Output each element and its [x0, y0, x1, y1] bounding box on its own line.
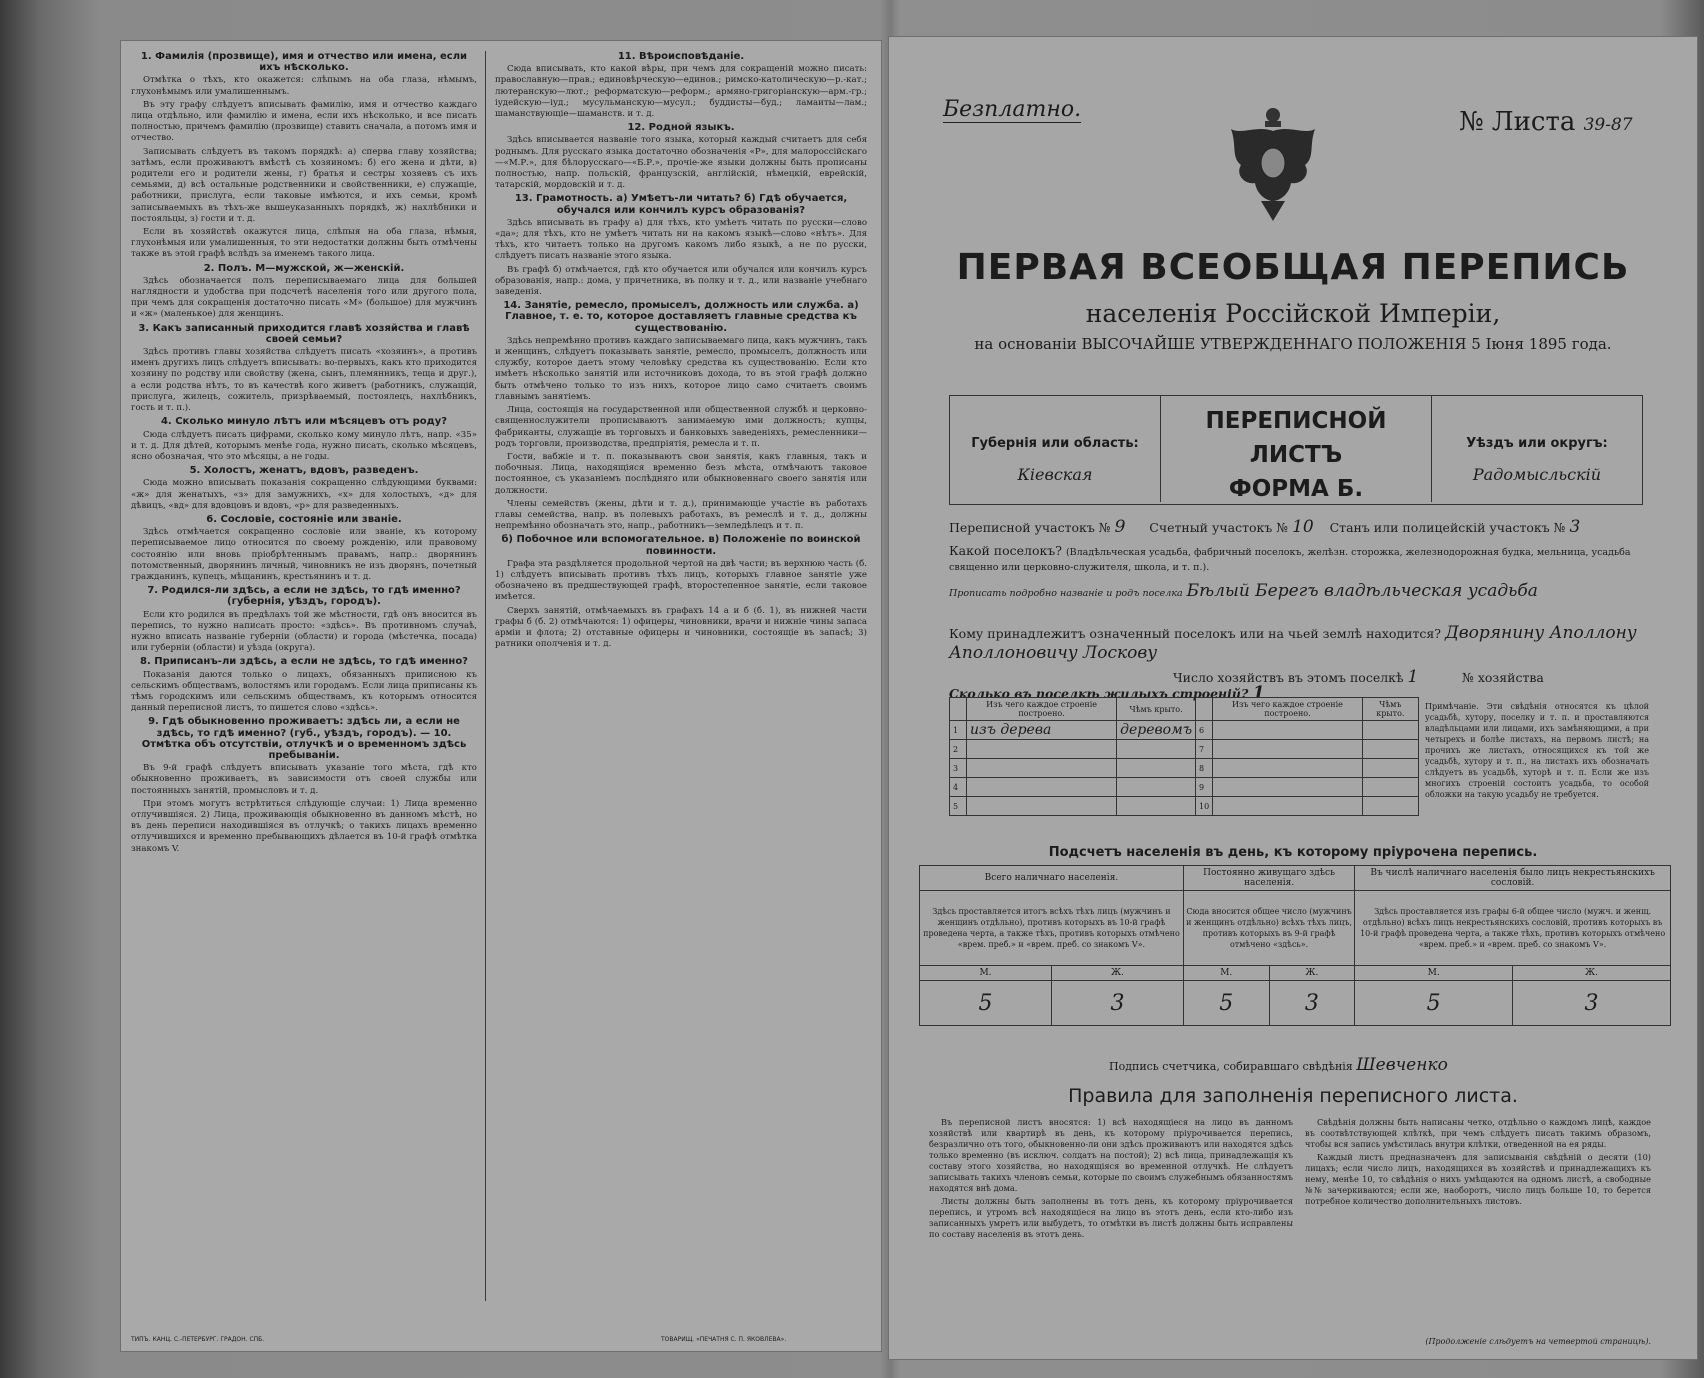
buildings-note: Примѣчаніе. Эти свѣдѣнія относятся къ цѣлой усадьбѣ, хутору, поселку и т. п. и проставляются владѣльцами или лицами, ихъ замѣняющими, а при четырехъ и болѣе листахъ, на первомъ листѣ; на прочихъ же листахъ, относящихся къ той же усадьбѣ, хутору и т. п., на листахъ ихъ обозначать слѣдуетъ въ усадьбѣ, хуторѣ и т. п. Если же изъ многихъ строеній состоитъ усадьба, то особой обложки на такую усадьбу не требуется. [1425, 702, 1649, 799]
section-heading: 13. Грамотность. а) Умѣетъ-ли читать? б) Гдѣ обучается, обучался или кончилъ курсъ образованія? [514, 193, 848, 216]
poselok-value: Бѣлый Берегъ владѣльческая усадьба [1186, 581, 1538, 601]
settlement-name-row [949, 581, 1649, 601]
section-paragraph: Здѣсь обозначается полъ переписываемаго лица для большей наглядности и удобства при подсчетѣ населенія того или другого пола, при чемъ для сокращенія достаточно писать «М» (большое) для мужчинъ и «ж» (маленькое) для женщинъ. [131, 275, 477, 320]
bldg-1-roof: деревомъ [1117, 721, 1196, 740]
instructions-column-1 [131, 49, 477, 1319]
form-subtitle: населенія Россійской Имперіи, [1085, 299, 1501, 328]
f-label: Ж. [1051, 966, 1183, 981]
pop-header-permanent: Постоянно живущаго здѣсь населенія. [1183, 866, 1354, 891]
form-title: ПЕРВАЯ ВСЕОБЩАЯ ПЕРЕПИСЬ [956, 247, 1630, 288]
table-row: 3 8 [950, 759, 1419, 778]
section-paragraph: Здѣсь вписывается названіе того языка, который каждый считаетъ для себя роднымъ. Для русскаго языка достаточно обозначенія «Р», для малороссійскаго—«М.Р.», для бѣлорусскаго—«Б.Р.», прочіе-же языки должны быть прописаны полностью, напр. польскій, французскій, англійскій, нѣмецкій, еврейскій, татарскій, мордовскій и т. д. [495, 135, 867, 191]
pop-desc-total: Здѣсь проставляется итогъ всѣхъ тѣхъ лицъ (мужчинъ и женщинъ отдѣльно), противъ которыхъ въ 10-й графѣ проведена черта, а также тѣхъ, противъ которыхъ отмѣчено «врем. преб.» и «врем. преб. со знакомъ V». [920, 891, 1184, 966]
gubernia-cell [950, 396, 1161, 502]
column-divider [485, 51, 486, 1301]
printer-imprint-left: ТИПЪ. КАНЦ. С.-ПЕТЕРБУРГ. ГРАДОН. СПБ. [131, 1336, 265, 1343]
permanent-male-value: 5 [1183, 981, 1269, 1026]
section-paragraph: При этомъ могутъ встрѣтиться слѣдующіе случаи: 1) Лица временно отлучившіяся. 2) Лица, проживающія обыкновенно въ данномъ мѣстѣ, но въ день переписи находившіяся въ отлучкѣ; о такихъ лицахъ временно отлучившихся и временно пребывающихъ дѣлается въ 10-й графѣ отмѣтка знакомъ V. [131, 798, 477, 854]
section-paragraph: Въ 9-й графѣ слѣдуетъ вписывать указаніе того мѣста, гдѣ кто обыкновенно проживаетъ, въ зависимости отъ своей службы или постоянныхъ занятій, промысловъ и т. д. [131, 763, 477, 796]
section-heading: 3. Какъ записанный приходится главѣ хозяйства и главѣ своей семьи? [138, 322, 470, 345]
rules-column-2: Свѣдѣнія должны быть написаны четко, отдѣльно о каждомъ лицѣ, каждое въ соотвѣтствующей клѣткѣ, при чемъ слѣдуетъ писать такимъ образомъ, чтобы вся запись умѣстилась внутри клѣтки, отведенной на ея ряды. Каждый листъ предназначенъ для записыванія свѣдѣній о десяти (10) лицахъ; если число лицъ, находящихся въ хозяйствѣ и принадлежащихъ къ нему, менѣе 10, то свѣдѣнія о нихъ умѣщаются на одномъ листѣ, а свободные №№ зачеркиваются; если же, наоборотъ, число лицъ больше 10, то берется потребное количество дополнительныхъ листовъ. [1305, 1117, 1651, 1206]
gubernia-label: Губернія или область: [971, 436, 1139, 451]
m-label: М. [1183, 966, 1269, 981]
permanent-female-value: 3 [1269, 981, 1355, 1026]
population-table [919, 865, 1671, 1026]
section-paragraph: Если кто родился въ предѣлахъ той же мѣстности, гдѣ онъ вносится въ перепись, то нужно написать просто: «здѣсь». Въ противномъ случаѣ, нужно вписать названіе губерніи (области) и города (мѣстечка, посада) или губерніи (области) и уѣзда (округа). [131, 609, 477, 654]
gubernia-value: Кіевская [1017, 465, 1093, 484]
section-paragraph: Члены семействъ (жены, дѣти и т. д.), принимающіе участіе въ работахъ главы семейства, напр. въ полевыхъ работахъ, въ ремеслѣ и т. д., должны непремѣнно обозначать это, напр., работникъ—земледѣлецъ и т. п. [495, 498, 867, 532]
uezd-cell [1431, 396, 1642, 502]
section-paragraph: Гости, вабжіе и т. п. показываютъ свои занятія, какъ главныя, такъ и побочныя. Лица, находящіяся временно безъ мѣста, отмѣчаютъ таковое постоянное, съ указаніемъ послѣдняго или обыкновеннаго своего занятія или должности. [495, 451, 867, 496]
section-heading: 4. Сколько минуло лѣтъ или мѣсяцевъ отъ роду? [160, 416, 448, 428]
section-heading: 9. Гдѣ обыкновенно проживаетъ: здѣсь ли, а если не здѣсь, то гдѣ именно? (губ., уѣздъ, городъ). — 10. Отмѣтка объ отсутствіи, отлучкѣ и о временномъ здѣсь пребываніи. [141, 716, 467, 761]
buildings-value: 1 [1252, 683, 1265, 703]
uchastok-value: 9 [1114, 517, 1126, 537]
rules-column-1: Въ переписной листъ вносятся: 1) всѣ находящіеся на лицо въ данномъ хозяйствѣ или квартирѣ въ день, къ которому пріурочивается перепись, безразлично отъ того, обыкновенно-ли они здѣсь проживаютъ или находятся здѣсь только временно (въ исключ. солдатъ на постой); 2) всѣ лица, принадлежащія къ составу этого хозяйства, но находящіяся во временной отлучкѣ. Не слѣдуетъ записывать такихъ членовъ семьи, которые по своимъ служебнымъ обязанностямъ находятся внѣ дома. Листы должны быть заполнены въ тотъ день, къ которому пріурочивается перепись, и утромъ всѣ находящіеся на лицо въ этотъ день, если кто-либо изъ записанныхъ умретъ или выбудетъ, то отмѣтки въ листѣ должны быть исправлены по составу населенія въ этотъ день. [929, 1117, 1293, 1239]
bldg-header-material-2: Изъ чего каждое строеніе построено. [1213, 698, 1362, 721]
list-number-label: № Листа [1459, 107, 1576, 137]
households-value: 1 [1407, 667, 1419, 687]
section-paragraph: Если въ хозяйствѣ окажутся лица, слѣпыя на оба глаза, нѣмыя, глухонѣмыя или умалишенныя, то эти недостатки должны быть отмѣчены также въ этой графѣ вслѣдъ за именемъ такого лица. [131, 227, 477, 260]
continuation-note: (Продолженіе слѣдуетъ на четвертой страницѣ). [1425, 1337, 1651, 1346]
section-paragraph: Показанія даются только о лицахъ, обязанныхъ приписною къ сельскимъ обществамъ, волостямъ или городамъ. Если лица приписаны къ тѣмъ городскимъ или сельскимъ обществамъ, къ которымъ относится данный переписной листъ, то пишется слово «здѣсь». [131, 669, 477, 714]
total-female-value: 3 [1051, 981, 1183, 1026]
stan-value: 3 [1569, 517, 1581, 537]
poselok-hint-2: Прописать подробно названіе и родъ поселка [949, 588, 1183, 599]
section-paragraph: Здѣсь отмѣчается сокращенно сословіе или званіе, къ которому переписываемое лицо относится по своему рожденію, или правовому состоянію или вновь пріобрѣтеннымъ правамъ, напр.: дворянинъ потомственный, дворянинъ личный, чиновникъ не изъ дворянъ, почетный гражданинъ, купецъ, мѣщанинъ, крестьянинъ и т. д. [131, 527, 477, 582]
signature-value: Шевченко [1356, 1055, 1448, 1075]
f-label: Ж. [1269, 966, 1355, 981]
f-label: Ж. [1513, 966, 1671, 981]
form-type-title: ПЕРЕПИСНОЙ ЛИСТЪ [1205, 408, 1387, 468]
pop-desc-nonpeasant: Здѣсь проставляется изъ графы 6-й общее число (мужч. и женщ. отдѣльно) всѣхъ лицъ некрестьянскихъ сословій, противъ которыхъ въ 10-й графѣ проведена черта, а также тѣхъ, противъ которыхъ отмѣчено «врем. преб.» и «врем. преб. со знакомъ V». [1355, 891, 1671, 966]
section-heading: 12. Родной языкъ. [627, 122, 735, 134]
households-label: Число хозяйствъ въ этомъ поселкѣ [1172, 670, 1404, 685]
schetny-value: 10 [1292, 517, 1314, 537]
instructions-page [120, 40, 882, 1352]
owner-label: Кому принадлежитъ означенный поселокъ или на чьей землѣ находится? [949, 626, 1441, 641]
bldg-header-roof: Чѣмъ крыто. [1117, 698, 1196, 721]
district-numbers-row [949, 517, 1649, 537]
uchastok-label: Переписной участокъ № [949, 520, 1111, 535]
settlement-type-row [949, 543, 1649, 573]
pop-desc-permanent: Сюда вносится общее число (мужчинъ и женщинъ отдѣльно) всѣхъ тѣхъ лицъ, противъ которыхъ въ 9-й графѣ отмѣчено «здѣсь». [1183, 891, 1354, 966]
population-count-title: Подсчетъ населенія въ день, къ которому пріурочена перепись. [1048, 845, 1538, 860]
section-heading: 2. Полъ. М—мужской, ж—женскій. [203, 262, 405, 274]
form-type [1162, 404, 1430, 506]
section-paragraph: Сюда можно вписывать показанія сокращенно слѣдующими буквами: «ж» для женатыхъ, «з» для замужнихъ, «х» для холостыхъ, «д» для дѣвицъ, «вд» для вдовцовъ и вдовъ, «р» для разведенныхъ. [131, 478, 477, 511]
section-paragraph: Лица, состоящія на государственной или общественной службѣ и церковно-священнослужители прописываютъ занимаемую ими должность; купцы, фабриканты, служащіе въ торговыхъ и банковыхъ заведеніяхъ, ремесленники—родъ торговли, производства, предпріятія, ремесла и т. п. [495, 405, 867, 449]
section-heading: б) Побочное или вспомогательное. в) Положеніе по воинской повинности. [501, 534, 861, 557]
printer-imprint-right: ТОВАРИЩ. «ПЕЧАТНЯ С. П. ЯКОВЛЕВА». [661, 1336, 787, 1343]
poselok-hint: (Владѣльческая усадьба, фабричный поселокъ, желѣзн. сторожка, железнодорожная будка, мельница, усадьба священно или церковно-служителя, школа, и т. п.). [949, 547, 1631, 573]
table-row: 1 изъ дерева деревомъ 6 [950, 721, 1419, 740]
section-paragraph: Сюда вписывать, кто какой вѣры, при чемъ для сокращеній можно писать: православную—прав.; единовѣрческую—единов.; римско-католическую—р.-кат.; лютеранскую—лют.; реформатскую—реформ.; армяно-григоріанскую—арм.-гр.; іудейскую—іуд.; мусульманскую—мусул.; буддисты—буд.; ламаиты—лам.; шаманствующіе—шаманств. и т. д. [495, 64, 867, 120]
stan-label: Станъ или полицейскій участокъ № [1329, 520, 1566, 535]
section-paragraph: Здѣсь противъ главы хозяйства слѣдуетъ писать «хозяинъ», а противъ именъ другихъ лицъ слѣдуетъ вписывать: во-первыхъ, какъ кто приходится хозяину по родству или свойству (жена, сынъ, племянникъ, теща и друг.), а если родства нѣтъ, то въ качествѣ кого живетъ (работникъ, служащій, прислуга, жилецъ, сожитель, призрѣваемый, постоялецъ, нахлѣбникъ, гость и т. п.). [131, 347, 477, 414]
bldg-header-material: Изъ чего каждое строеніе построено. [967, 698, 1117, 721]
free-label: Безплатно. [943, 97, 1082, 122]
owner-row [949, 623, 1649, 663]
table-row: 4 9 [950, 778, 1419, 797]
section-paragraph: Графа эта раздѣляется продольной чертой на двѣ части; въ верхнюю часть (б. 1) слѣдуетъ вписывать противъ тѣхъ лицъ, которыхъ главное занятіе уже обозначено въ предшествующей графѣ, второстепенное занятіе, если таковое имѣется. [495, 558, 867, 603]
list-number [1459, 107, 1633, 137]
section-paragraph: Здѣсь вписывать въ графу а) для тѣхъ, кто умѣетъ читать по русски—слово «да»; для тѣхъ, кто не умѣетъ читать ни на какомъ языкѣ—слово «нѣтъ». Для тѣхъ, кто читаетъ только на другомъ какомъ либо языкѣ, а не по русски, слѣдуетъ писать названіе этого языка. [495, 217, 867, 262]
nonpeasant-female-value: 3 [1513, 981, 1671, 1026]
enumerator-signature-row [1109, 1055, 1649, 1075]
table-row: 5 10 [950, 797, 1419, 816]
buildings-label: Сколько въ поселкѣ жилыхъ строеній? [949, 686, 1249, 701]
section-heading: 8. Приписанъ-ли здѣсь, а если не здѣсь, то гдѣ именно? [140, 656, 468, 668]
bldg-header-roof-2: Чѣмъ крыто. [1362, 698, 1418, 721]
section-heading: 11. Вѣроисповѣданіе. [617, 51, 745, 62]
total-male-value: 5 [920, 981, 1052, 1026]
pop-header-nonpeasant: Въ числѣ наличнаго населенія было лицъ некрестьянскихъ сословій. [1355, 866, 1671, 891]
signature-label: Подпись счетчика, собиравшаго свѣдѣнія [1109, 1060, 1353, 1073]
owner-value: Дворянину Аполлону Аполлоновичу Лоскову [949, 623, 1637, 663]
pop-header-total: Всего наличнаго населенія. [920, 866, 1184, 891]
section-heading: 1. Фамилія (прозвище), имя и отчество или имена, если ихъ нѣсколько. [140, 51, 468, 74]
section-paragraph: Сверхъ занятій, отмѣчаемыхъ въ графахъ 14 а и б (б. 1), въ нижней части графы б (б. 2) отмѣчаются: 1) офицеры, чиновники, врачи и нижніе чины запаса арміи и флота; 2) отставные офицеры и чиновники, состоящіе въ запасѣ; 3) ратники ополченія и т. д. [495, 605, 867, 650]
form-header-box [949, 395, 1643, 505]
section-paragraph: Здѣсь непремѣнно противъ каждаго записываемаго лица, какъ мужчинъ, такъ и женщинъ, слѣдуетъ показывать занятіе, ремесло, промыселъ, должность или службу, которое даетъ этому человѣку средства къ существованію. Если кто имѣетъ нѣсколько занятій или источниковъ дохода, то въ этой графѣ должно быть отмѣчено только то изъ нихъ, которое лицо само считаетъ своимъ главнымъ занятіемъ. [495, 335, 867, 402]
form-type-code: ФОРМА Б. [1228, 476, 1364, 502]
section-heading: 6. Сословіе, состояніе или званіе. [206, 513, 402, 525]
section-heading: 7. Родился-ли здѣсь, а если не здѣсь, то гдѣ именно? (губернія, уѣздъ, городъ). [147, 585, 461, 608]
instructions-column-2 [495, 49, 867, 1319]
uezd-value: Радомысльскій [1472, 465, 1602, 484]
list-number-value: 39-87 [1583, 115, 1633, 135]
uezd-label: Уѣздъ или округъ: [1466, 436, 1608, 451]
nonpeasant-male-value: 5 [1355, 981, 1513, 1026]
household-no-label: № хозяйства [1462, 670, 1544, 685]
imperial-eagle-icon [1227, 105, 1319, 223]
section-paragraph: Отмѣтка о тѣхъ, кто окажется: слѣпымъ на оба глаза, нѣмымъ, глухонѣмымъ или умалишеннымъ. [131, 75, 477, 97]
rules-title: Правила для заполненія переписного листа. [1068, 1085, 1518, 1107]
buildings-table [949, 697, 1419, 816]
form-basis: на основаніи ВЫСОЧАЙШЕ УТВЕРЖДЕННАГО ПОЛОЖЕНІЯ 5 Іюня 1895 года. [974, 335, 1612, 353]
section-paragraph: Записывать слѣдуетъ въ такомъ порядкѣ: а) сперва главу хозяйства; затѣмъ, если проживаютъ вмѣстѣ съ хозяиномъ: б) его жена и дѣти, в) родители его и родители жены, г) братья и сестры хозяевъ съ ихъ семьями, д) всѣ остальные родственники и свойственники, е) служащіе, работники, прислуга, если таковые имѣются, и ихъ семьи, кромѣ записываемыхъ въ тѣхъ-же вышеуказанныхъ порядкѣ, ж) нахлѣбники и постояльцы, з) гости и т. д. [131, 146, 477, 224]
section-heading: 14. Занятіе, ремесло, промыселъ, должность или служба. а) Главное, т. е. то, которое доставляетъ главные средства къ существованію. [503, 300, 859, 334]
section-paragraph: Въ графѣ б) отмѣчается, гдѣ кто обучается или обучался или кончилъ курсъ образованія, напр.: дома, у причетника, въ полку и т. д., или названіе учебнаго заведенія. [495, 264, 867, 298]
section-paragraph: Сюда слѣдуетъ писать цифрами, сколько кому минуло лѣтъ, напр. «35» и т. д. Для дѣтей, которымъ менѣе года, нужно писать, сколько мѣсяцевъ, ясно обозначая, что это мѣсяцы, а не годы. [131, 429, 477, 462]
section-paragraph: Въ эту графу слѣдуетъ вписывать фамилію, имя и отчество каждаго лица отдѣльно, или фамилію и имена, если ихъ нѣсколько, и все писать полностью, причемъ фамилію (прозвище) ставить сначала, а потомъ имя и отчество. [131, 99, 477, 144]
m-label: М. [1355, 966, 1513, 981]
m-label: М. [920, 966, 1052, 981]
schetny-label: Счетный участокъ № [1149, 520, 1289, 535]
bldg-1-material: изъ дерева [967, 721, 1117, 740]
census-form-page [888, 36, 1698, 1360]
table-row: 2 7 [950, 740, 1419, 759]
section-heading: 5. Холостъ, женатъ, вдовъ, разведенъ. [189, 465, 419, 477]
poselok-label: Какой поселокъ? [949, 543, 1062, 558]
